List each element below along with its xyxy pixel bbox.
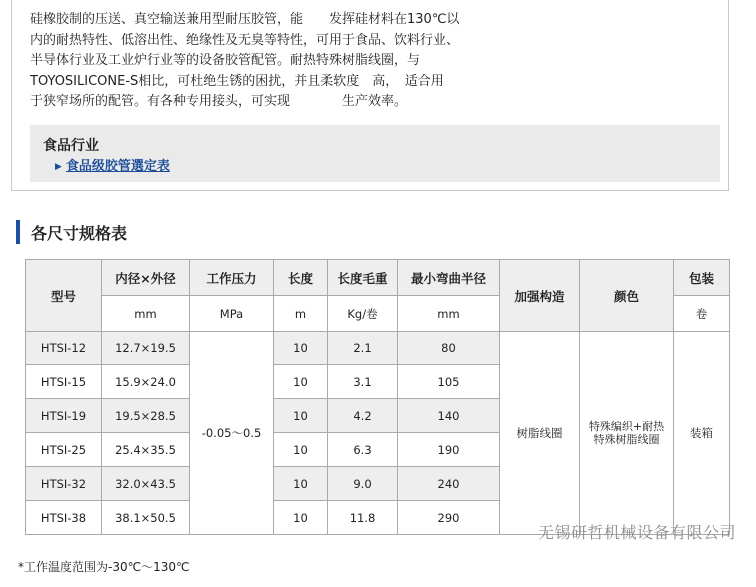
cell-length: 10: [274, 365, 328, 399]
unit-weight: Kg/卷: [328, 296, 398, 332]
cell-pressure: -0.05～0.5: [190, 332, 274, 535]
header-model: 型号: [26, 260, 102, 332]
cell-bend-radius: 240: [398, 467, 500, 501]
cell-diameter: 38.1×50.5: [102, 501, 190, 535]
food-grade-hose-link-label: 食品级胶管選定表: [65, 159, 170, 174]
cell-model: HTSI-12: [26, 332, 102, 365]
section-accent-bar: [16, 220, 20, 244]
cell-length: 10: [274, 433, 328, 467]
cell-bend-radius: 80: [398, 332, 500, 365]
cell-model: HTSI-15: [26, 365, 102, 399]
triangle-right-icon: ▶: [55, 162, 62, 172]
header-packing: 包装: [674, 260, 730, 296]
cell-bend-radius: 140: [398, 399, 500, 433]
cell-diameter: 12.7×19.5: [102, 332, 190, 365]
intro-line: TOYOSILICONE-S相比，可杜绝生锈的困扰，并且柔软度 高， 适合用: [30, 73, 444, 89]
cell-model: HTSI-32: [26, 467, 102, 501]
cell-diameter: 25.4×35.5: [102, 433, 190, 467]
header-weight: 长度毛重: [328, 260, 398, 296]
food-industry-title: 食品行业: [43, 138, 99, 154]
cell-weight: 11.8: [328, 501, 398, 535]
company-watermark: 无锡研哲机械设备有限公司: [538, 523, 737, 542]
header-bend-radius: 最小弯曲半径: [398, 260, 500, 296]
cell-weight: 9.0: [328, 467, 398, 501]
cell-weight: 6.3: [328, 433, 398, 467]
cell-diameter: 15.9×24.0: [102, 365, 190, 399]
product-intro-text: [30, 10, 550, 113]
cell-weight: 3.1: [328, 365, 398, 399]
cell-length: 10: [274, 399, 328, 433]
cell-length: 10: [274, 501, 328, 535]
header-diameter: 内径×外径: [102, 260, 190, 296]
unit-length: m: [274, 296, 328, 332]
food-grade-hose-link[interactable]: [55, 155, 170, 174]
cell-model: HTSI-38: [26, 501, 102, 535]
cell-model: HTSI-19: [26, 399, 102, 433]
cell-bend-radius: 290: [398, 501, 500, 535]
unit-pressure: MPa: [190, 296, 274, 332]
cell-diameter: 19.5×28.5: [102, 399, 190, 433]
header-color: 颜色: [580, 260, 674, 332]
cell-color-line: 特殊编织+耐热: [588, 420, 665, 433]
food-industry-panel: [30, 125, 720, 182]
section-title: 各尺寸规格表: [31, 224, 128, 243]
cell-length: 10: [274, 467, 328, 501]
cell-diameter: 32.0×43.5: [102, 467, 190, 501]
temperature-footnote: *工作温度范围为-30℃～130℃: [18, 560, 190, 574]
cell-bend-radius: 190: [398, 433, 500, 467]
table-row: [26, 332, 730, 365]
cell-weight: 4.2: [328, 399, 398, 433]
cell-bend-radius: 105: [398, 365, 500, 399]
intro-line: 内的耐热特性、低溶出性、绝缘性及无臭等特性，可用于食品、饮料行业、: [30, 32, 460, 48]
unit-diameter: mm: [102, 296, 190, 332]
cell-packing: 装箱: [674, 332, 730, 535]
intro-line: 于狭窄场所的配管。有各种专用接头，可实现 生产效率。: [30, 94, 408, 109]
cell-model: HTSI-25: [26, 433, 102, 467]
spec-table: [25, 259, 730, 535]
cell-color-line: 特殊树脂线圈: [593, 433, 660, 446]
header-pressure: 工作压力: [190, 260, 274, 296]
intro-line: 硅橡胶制的压送、真空输送兼用型耐压胶管，能 发挥硅材料在130℃以: [30, 12, 460, 27]
cell-weight: 2.1: [328, 332, 398, 365]
cell-length: 10: [274, 332, 328, 365]
unit-bend-radius: mm: [398, 296, 500, 332]
header-length: 长度: [274, 260, 328, 296]
cell-color: [580, 332, 674, 535]
cell-reinforcement: 树脂线圈: [500, 332, 580, 535]
unit-packing: 卷: [674, 296, 730, 332]
intro-line: 半导体行业及工业炉行业等的设备胶管配管。耐热特殊树脂线圈，与: [30, 53, 421, 68]
header-reinforcement: 加强构造: [500, 260, 580, 332]
